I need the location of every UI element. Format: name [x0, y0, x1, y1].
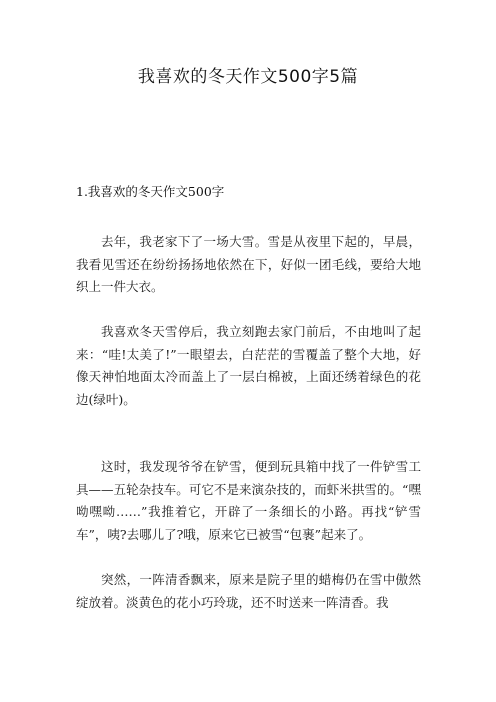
document-title: 我喜欢的冬天作文500字5篇 [137, 67, 359, 87]
paragraph-2: 我喜欢冬天雪停后，我立刻跑去家门前后，不由地叫了起来：“哇!太美了!”一眼望去，白茫茫的雪覆盖了整个大地，好像天神怕地面太冷而盖上了一层白棉被，上面还绣着绿色的花边(绿叶)。 [76, 324, 421, 407]
paragraph-3: 这时，我发现爷爷在铲雪，便到玩具箱中找了一件铲雪工具——五轮杂技车。可它不是来演杂技的，而虾米拱雪的。“嘿呦嘿呦……”我推着它，开辟了一条细长的小路。再找“铲雪车”，咦?去哪儿了?哦，原来它已被雪“包裹”起来了。 [76, 459, 421, 542]
paragraph-4: 突然，一阵清香飘来，原来是院子里的蜡梅仍在雪中傲然绽放着。淡黄色的花小巧玲珑，还不时送来一阵清香。我 [76, 572, 421, 610]
paragraph-1: 去年，我老家下了一场大雪。雪是从夜里下起的，早晨，我看见雪还在纷纷扬扬地依然在下，好似一团毛线，要给大地织上一件大衣。 [76, 234, 421, 294]
section-heading: 1.我喜欢的冬天作文500字 [76, 184, 225, 199]
